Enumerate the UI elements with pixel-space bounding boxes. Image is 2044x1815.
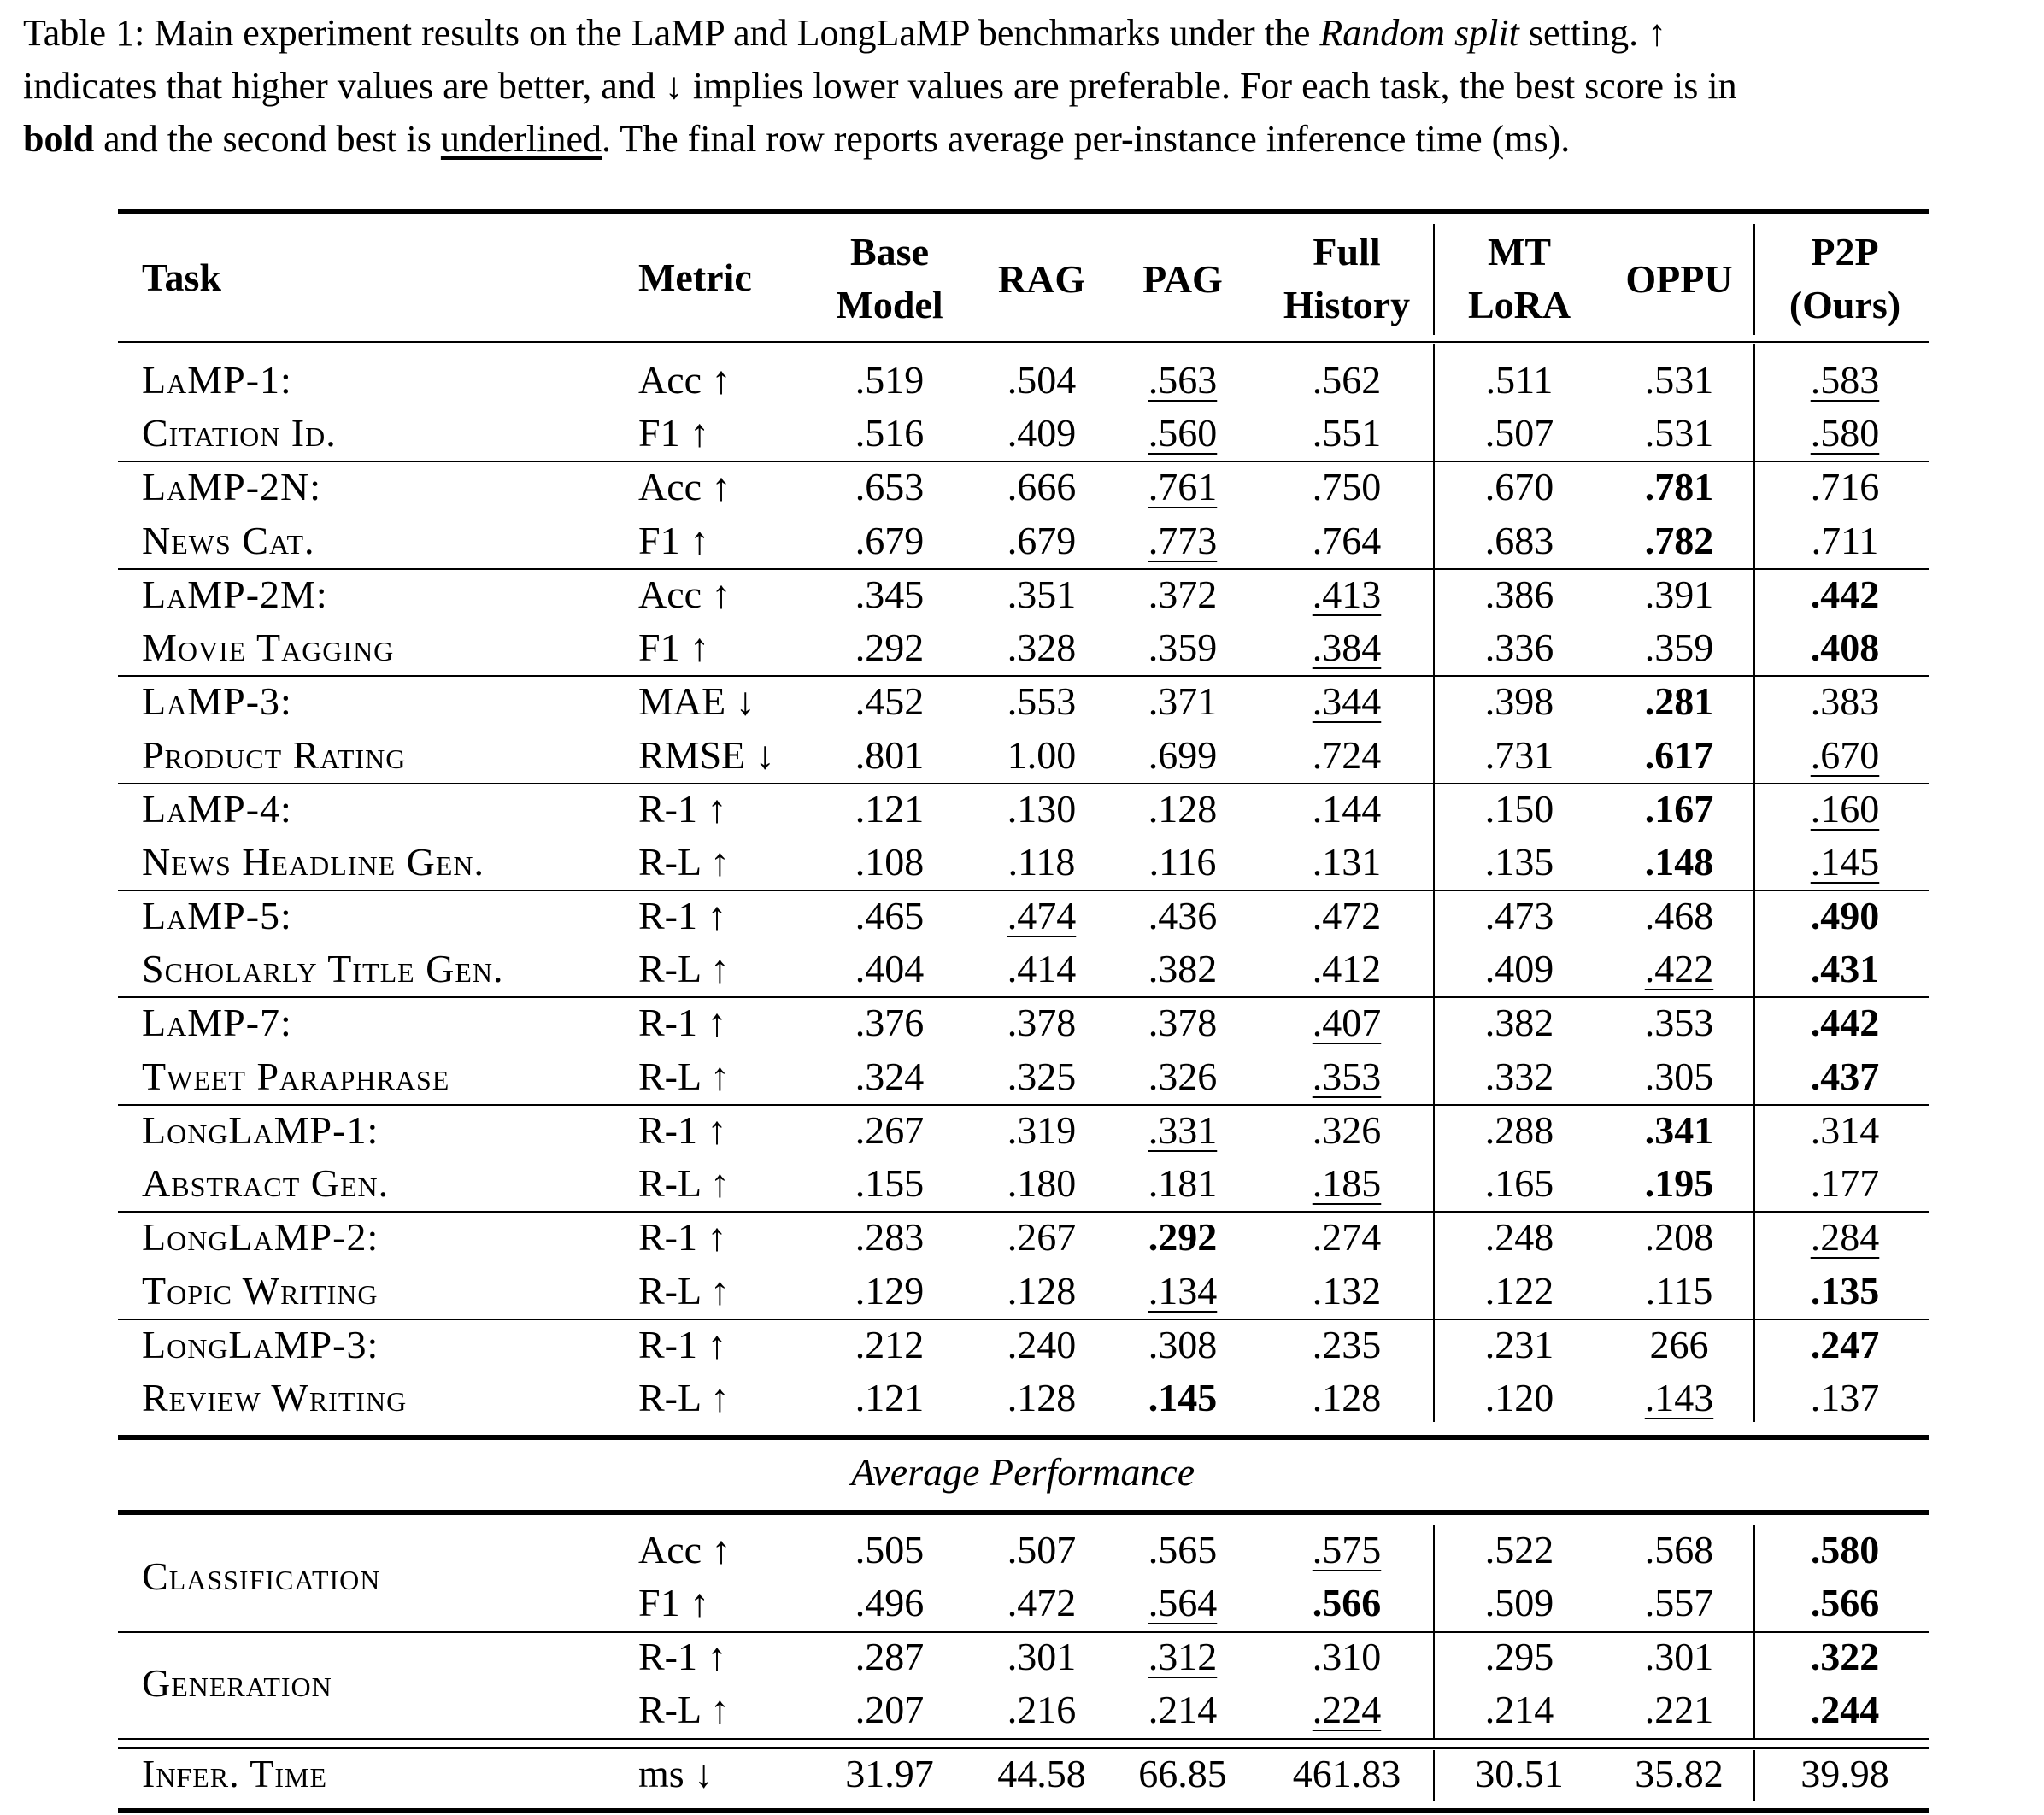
- value-cell: .560: [1148, 411, 1218, 455]
- value-cell: .181: [1148, 1161, 1218, 1206]
- value-cell: .564: [1148, 1581, 1218, 1625]
- value-cell: .185: [1312, 1161, 1382, 1206]
- value-cell: .353: [1644, 1001, 1714, 1045]
- value-cell: .326: [1148, 1054, 1218, 1098]
- value-cell: .148: [1644, 840, 1714, 884]
- metric-label: R-1 ↑: [638, 1107, 727, 1152]
- value-cell: .724: [1312, 732, 1382, 777]
- header-column: (Ours): [1788, 283, 1901, 326]
- task-name: LongLaMP-2:: [142, 1215, 379, 1260]
- group-separator: [118, 996, 1929, 998]
- metric-label: F1 ↑: [638, 626, 710, 670]
- value-cell: .145: [1148, 1376, 1218, 1419]
- value-cell: .231: [1484, 1322, 1554, 1366]
- value-cell: .413: [1312, 572, 1382, 616]
- double-rule-bottom: [118, 1747, 1929, 1749]
- value-cell: .116: [1148, 840, 1217, 884]
- value-cell: .372: [1148, 572, 1218, 616]
- header-column: LoRA: [1467, 283, 1571, 326]
- header-column: Model: [836, 283, 943, 326]
- value-cell: 39.98: [1800, 1752, 1889, 1795]
- value-cell: .442: [1810, 1001, 1880, 1045]
- header-column: RAG: [997, 257, 1086, 301]
- value-cell: 66.85: [1138, 1752, 1227, 1795]
- task-name: LongLaMP-3:: [142, 1322, 379, 1366]
- value-cell: .195: [1644, 1161, 1714, 1206]
- value-cell: .120: [1484, 1376, 1554, 1419]
- value-cell: .563: [1148, 358, 1218, 402]
- value-cell: .118: [1007, 840, 1076, 884]
- value-cell: .575: [1312, 1528, 1382, 1571]
- caption-italic: Random split: [1319, 12, 1519, 54]
- value-cell: .292: [855, 626, 925, 670]
- metric-label: R-L ↑: [638, 1054, 730, 1098]
- task-subtitle: News Headline Gen.: [142, 840, 485, 884]
- value-cell: .305: [1644, 1054, 1714, 1098]
- task-name: LaMP-4:: [142, 786, 292, 831]
- column-divider: [1433, 1525, 1435, 1738]
- metric-label: R-1 ↑: [638, 1001, 727, 1045]
- value-cell: .301: [1007, 1634, 1077, 1678]
- value-cell: .519: [855, 358, 925, 402]
- value-cell: .283: [855, 1215, 925, 1260]
- header-column: OPPU: [1625, 257, 1733, 301]
- value-cell: .422: [1644, 947, 1714, 991]
- value-cell: .761: [1148, 465, 1218, 509]
- metric-label: MAE ↓: [638, 679, 755, 724]
- task-name: LaMP-7:: [142, 1001, 292, 1045]
- value-cell: 31.97: [845, 1752, 934, 1795]
- value-cell: .165: [1484, 1161, 1554, 1206]
- value-cell: .507: [1007, 1528, 1077, 1571]
- value-cell: .472: [1312, 894, 1382, 937]
- value-cell: 266: [1649, 1322, 1709, 1366]
- group-separator: [118, 783, 1929, 784]
- group-name: Generation: [142, 1661, 332, 1705]
- value-cell: .371: [1148, 679, 1218, 724]
- value-cell: .509: [1484, 1581, 1554, 1625]
- value-cell: .135: [1484, 840, 1554, 884]
- value-cell: .212: [855, 1322, 925, 1366]
- value-cell: .505: [855, 1528, 925, 1571]
- value-cell: .504: [1007, 358, 1077, 402]
- value-cell: .160: [1810, 786, 1880, 831]
- metric-label: Acc ↑: [638, 358, 731, 402]
- group-name: Classification: [142, 1554, 381, 1599]
- column-divider: [1753, 344, 1755, 1422]
- value-cell: .711: [1811, 518, 1879, 562]
- value-cell: .378: [1148, 1001, 1218, 1045]
- task-subtitle: Tweet Paraphrase: [142, 1054, 450, 1098]
- header-column: History: [1283, 283, 1411, 326]
- value-cell: .208: [1644, 1215, 1714, 1260]
- value-cell: .566: [1810, 1581, 1880, 1625]
- column-divider: [1433, 1750, 1435, 1801]
- value-cell: .553: [1007, 679, 1077, 724]
- caption-underlined: underlined: [440, 118, 602, 160]
- value-cell: .177: [1810, 1161, 1880, 1206]
- value-cell: .247: [1810, 1322, 1880, 1366]
- value-cell: .531: [1644, 411, 1714, 455]
- value-cell: .135: [1810, 1268, 1880, 1313]
- value-cell: .130: [1007, 786, 1077, 831]
- value-cell: .221: [1644, 1688, 1714, 1732]
- value-cell: .132: [1312, 1268, 1382, 1313]
- value-cell: .670: [1484, 465, 1554, 509]
- value-cell: .288: [1484, 1107, 1554, 1152]
- header-rule: [118, 341, 1929, 343]
- metric-label: Acc ↑: [638, 465, 731, 509]
- value-cell: .409: [1007, 411, 1077, 455]
- task-subtitle: Abstract Gen.: [142, 1161, 390, 1206]
- value-cell: .324: [855, 1054, 925, 1098]
- value-cell: .773: [1148, 518, 1218, 562]
- value-cell: .562: [1312, 358, 1382, 402]
- value-cell: .332: [1484, 1054, 1554, 1098]
- caption-text: Main experiment results on the LaMP and LongLaMP benchmarks under the: [154, 12, 1311, 54]
- value-cell: .314: [1810, 1107, 1880, 1152]
- metric-label: R-1 ↑: [638, 1322, 727, 1366]
- header-column: PAG: [1142, 257, 1223, 301]
- value-cell: .452: [855, 679, 925, 724]
- value-cell: .465: [855, 894, 925, 937]
- group-separator: [118, 1211, 1929, 1213]
- value-cell: .115: [1645, 1268, 1713, 1313]
- caption-bold: bold: [23, 118, 95, 160]
- value-cell: .407: [1312, 1001, 1382, 1045]
- value-cell: .312: [1148, 1634, 1218, 1678]
- value-cell: .331: [1148, 1107, 1218, 1152]
- value-cell: .378: [1007, 1001, 1077, 1045]
- value-cell: .468: [1644, 894, 1714, 937]
- task-subtitle: Review Writing: [142, 1376, 408, 1419]
- metric-label: Acc ↑: [638, 572, 731, 616]
- value-cell: .143: [1644, 1376, 1714, 1419]
- value-cell: .326: [1312, 1107, 1382, 1152]
- value-cell: .679: [1007, 518, 1077, 562]
- value-cell: .224: [1312, 1688, 1382, 1732]
- value-cell: .121: [855, 1376, 925, 1419]
- value-cell: .414: [1007, 947, 1077, 991]
- caption-line-3: [23, 113, 2040, 166]
- top-rule: [118, 209, 1929, 214]
- inference-name: Infer. Time: [142, 1752, 328, 1795]
- value-cell: .398: [1484, 679, 1554, 724]
- value-cell: .412: [1312, 947, 1382, 991]
- value-cell: .782: [1644, 518, 1714, 562]
- value-cell: .699: [1148, 732, 1218, 777]
- value-cell: .336: [1484, 626, 1554, 670]
- value-cell: .216: [1007, 1688, 1077, 1732]
- bottom-rule: [118, 1808, 1929, 1813]
- value-cell: .580: [1810, 411, 1880, 455]
- metric-label: F1 ↑: [638, 411, 710, 455]
- value-cell: .382: [1484, 1001, 1554, 1045]
- task-name: LaMP-1:: [142, 358, 292, 402]
- task-name: LaMP-5:: [142, 894, 292, 937]
- value-cell: .731: [1484, 732, 1554, 777]
- value-cell: .310: [1312, 1634, 1382, 1678]
- value-cell: .145: [1810, 840, 1880, 884]
- value-cell: .319: [1007, 1107, 1077, 1152]
- task-name: LongLaMP-1:: [142, 1107, 379, 1152]
- value-cell: .404: [855, 947, 925, 991]
- value-cell: .386: [1484, 572, 1554, 616]
- value-cell: .516: [855, 411, 925, 455]
- value-cell: 461.83: [1292, 1752, 1401, 1795]
- column-divider: [1753, 1525, 1755, 1738]
- group-separator: [118, 1319, 1929, 1320]
- value-cell: .670: [1810, 732, 1880, 777]
- value-cell: .108: [855, 840, 925, 884]
- double-rule-top: [118, 1738, 1929, 1740]
- value-cell: .325: [1007, 1054, 1077, 1098]
- metric-label: R-L ↑: [638, 1268, 730, 1313]
- value-cell: .507: [1484, 411, 1554, 455]
- value-cell: .583: [1810, 358, 1880, 402]
- caption-text: setting. ↑: [1528, 12, 1667, 54]
- value-cell: .472: [1007, 1581, 1077, 1625]
- value-cell: .383: [1810, 679, 1880, 724]
- metric-label: R-1 ↑: [638, 894, 727, 937]
- task-subtitle: Citation Id.: [142, 411, 337, 455]
- value-cell: .376: [855, 1001, 925, 1045]
- value-cell: .128: [1148, 786, 1218, 831]
- task-name: LaMP-2N:: [142, 465, 322, 509]
- value-cell: .274: [1312, 1215, 1382, 1260]
- metric-label: RMSE ↓: [638, 732, 775, 777]
- value-cell: .267: [1007, 1215, 1077, 1260]
- value-cell: .359: [1148, 626, 1218, 670]
- group-separator: [118, 461, 1929, 462]
- value-cell: .531: [1644, 358, 1714, 402]
- value-cell: .240: [1007, 1322, 1077, 1366]
- metric-label: F1 ↑: [638, 518, 710, 562]
- value-cell: .382: [1148, 947, 1218, 991]
- value-cell: .341: [1644, 1107, 1714, 1152]
- value-cell: .436: [1148, 894, 1218, 937]
- group-separator: [118, 1104, 1929, 1106]
- column-divider: [1433, 224, 1435, 335]
- metric-label: R-1 ↑: [638, 1215, 727, 1260]
- value-cell: .557: [1644, 1581, 1714, 1625]
- value-cell: .359: [1644, 626, 1714, 670]
- value-cell: .150: [1484, 786, 1554, 831]
- value-cell: .287: [855, 1634, 925, 1678]
- value-cell: .235: [1312, 1322, 1382, 1366]
- value-cell: .666: [1007, 465, 1077, 509]
- value-cell: .121: [855, 786, 925, 831]
- value-cell: 44.58: [997, 1752, 1086, 1795]
- value-cell: .551: [1312, 411, 1382, 455]
- value-cell: .180: [1007, 1161, 1077, 1206]
- value-cell: .716: [1810, 465, 1880, 509]
- caption-label: Table 1:: [23, 12, 145, 54]
- group-separator: [118, 675, 1929, 677]
- header-task: Task: [142, 256, 221, 299]
- value-cell: .580: [1810, 1528, 1880, 1571]
- value-cell: 30.51: [1475, 1752, 1564, 1795]
- value-cell: .409: [1484, 947, 1554, 991]
- value-cell: .408: [1810, 626, 1880, 670]
- value-cell: .122: [1484, 1268, 1554, 1313]
- value-cell: .764: [1312, 518, 1382, 562]
- task-subtitle: Product Rating: [142, 732, 407, 777]
- value-cell: .131: [1312, 840, 1382, 884]
- value-cell: .391: [1644, 572, 1714, 616]
- table-caption: [23, 7, 2040, 166]
- value-cell: .442: [1810, 572, 1880, 616]
- value-cell: .322: [1810, 1634, 1880, 1678]
- value-cell: .566: [1312, 1581, 1382, 1625]
- value-cell: .437: [1810, 1054, 1880, 1098]
- value-cell: .568: [1644, 1528, 1714, 1571]
- value-cell: .134: [1148, 1268, 1218, 1313]
- metric-label: R-L ↑: [638, 1376, 730, 1419]
- column-divider: [1433, 344, 1435, 1422]
- value-cell: .351: [1007, 572, 1077, 616]
- value-cell: .301: [1644, 1634, 1714, 1678]
- value-cell: .344: [1312, 679, 1382, 724]
- metric-label: R-L ↑: [638, 1161, 730, 1206]
- value-cell: .431: [1810, 947, 1880, 991]
- metric-label: R-1 ↑: [638, 786, 727, 831]
- value-cell: .137: [1810, 1376, 1880, 1419]
- value-cell: .473: [1484, 894, 1554, 937]
- value-cell: .129: [855, 1268, 925, 1313]
- header-column: Full: [1313, 230, 1381, 273]
- value-cell: .750: [1312, 465, 1382, 509]
- header-column: MT: [1487, 230, 1552, 273]
- header-column: Base: [850, 230, 929, 273]
- task-subtitle: Topic Writing: [142, 1268, 379, 1313]
- main-bottom-rule: [118, 1435, 1929, 1440]
- value-cell: .281: [1644, 679, 1714, 724]
- value-cell: .565: [1148, 1528, 1218, 1571]
- metric-label: R-1 ↑: [638, 1634, 727, 1678]
- metric-label: Acc ↑: [638, 1528, 731, 1571]
- value-cell: .155: [855, 1161, 925, 1206]
- value-cell: .490: [1810, 894, 1880, 937]
- value-cell: .522: [1484, 1528, 1554, 1571]
- value-cell: .128: [1312, 1376, 1382, 1419]
- value-cell: .167: [1644, 786, 1714, 831]
- value-cell: .345: [855, 572, 925, 616]
- value-cell: .292: [1148, 1215, 1218, 1260]
- metric-label: F1 ↑: [638, 1581, 710, 1625]
- value-cell: .267: [855, 1107, 925, 1152]
- group-separator: [118, 568, 1929, 570]
- value-cell: .617: [1644, 732, 1714, 777]
- value-cell: .308: [1148, 1322, 1218, 1366]
- metric-label: R-L ↑: [638, 1688, 730, 1732]
- value-cell: .683: [1484, 518, 1554, 562]
- task-subtitle: Movie Tagging: [142, 626, 395, 670]
- value-cell: .248: [1484, 1215, 1554, 1260]
- value-cell: 1.00: [1007, 732, 1077, 777]
- value-cell: .328: [1007, 626, 1077, 670]
- value-cell: .653: [855, 465, 925, 509]
- value-cell: .214: [1484, 1688, 1554, 1732]
- caption-text: . The final row reports average per-instance inference time (ms).: [602, 118, 1571, 160]
- value-cell: .244: [1810, 1688, 1880, 1732]
- value-cell: .144: [1312, 786, 1382, 831]
- value-cell: .284: [1810, 1215, 1880, 1260]
- caption-line-1: [23, 7, 2040, 60]
- group-separator: [118, 890, 1929, 891]
- average-performance-title: Average Performance: [850, 1450, 1195, 1494]
- task-name: LaMP-3:: [142, 679, 292, 724]
- caption-line-2: indicates that higher values are better, and ↓ implies lower values are preferable. For each task, the best score is in: [23, 65, 1737, 107]
- value-cell: .679: [855, 518, 925, 562]
- value-cell: .353: [1312, 1054, 1382, 1098]
- value-cell: .207: [855, 1688, 925, 1732]
- value-cell: 35.82: [1635, 1752, 1724, 1795]
- value-cell: .801: [855, 732, 925, 777]
- header-column: P2P: [1811, 230, 1879, 273]
- average-rule: [118, 1510, 1929, 1515]
- metric-label: R-L ↑: [638, 840, 730, 884]
- metric-label: R-L ↑: [638, 947, 730, 991]
- value-cell: .128: [1007, 1376, 1077, 1419]
- value-cell: .128: [1007, 1268, 1077, 1313]
- value-cell: .474: [1007, 894, 1077, 937]
- value-cell: .496: [855, 1581, 925, 1625]
- value-cell: .781: [1644, 465, 1714, 509]
- caption-text: and the second best is: [103, 118, 432, 160]
- task-name: LaMP-2M:: [142, 572, 328, 616]
- value-cell: .384: [1312, 626, 1382, 670]
- value-cell: .214: [1148, 1688, 1218, 1732]
- task-subtitle: News Cat.: [142, 518, 315, 562]
- column-divider: [1753, 224, 1755, 335]
- metric-label: ms ↓: [638, 1752, 714, 1795]
- value-cell: .295: [1484, 1634, 1554, 1678]
- task-subtitle: Scholarly Title Gen.: [142, 947, 504, 991]
- header-metric: Metric: [638, 256, 752, 299]
- column-divider: [1753, 1750, 1755, 1801]
- value-cell: .511: [1485, 358, 1554, 402]
